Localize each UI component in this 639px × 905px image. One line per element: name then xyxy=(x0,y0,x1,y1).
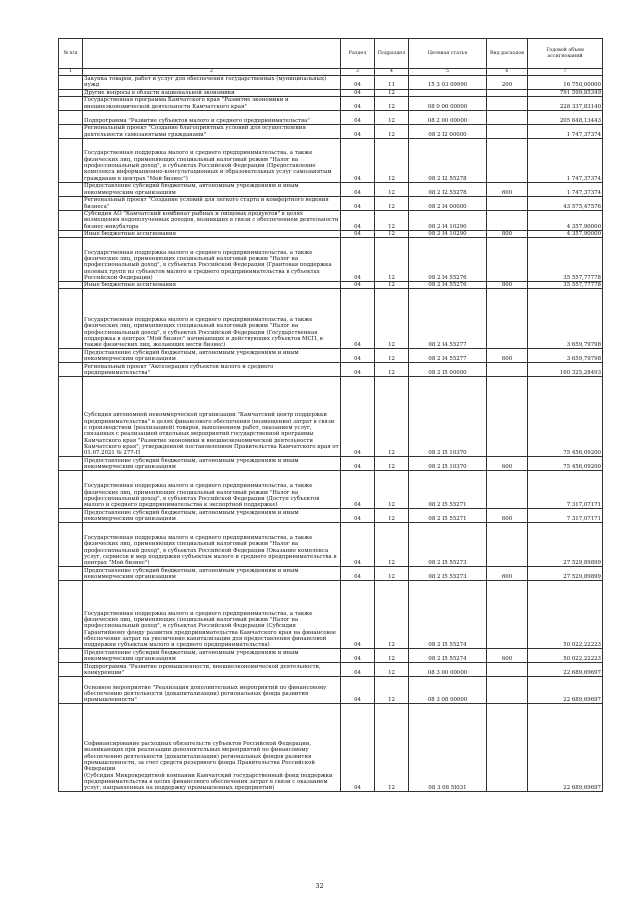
row-number-cell xyxy=(59,509,83,523)
razdel-cell: 04 xyxy=(341,138,375,182)
amount-cell: 3 659,79798 xyxy=(528,289,603,349)
header-row xyxy=(59,39,603,69)
amount-cell: 16 750,00000 xyxy=(528,75,603,89)
row-number-cell xyxy=(59,230,83,237)
podrazdel-cell: 12 xyxy=(375,182,409,196)
expense-name-cell: Предоставление субсидий бюджетным, автономным учреждениям и иным некоммерческим организациям xyxy=(83,182,341,196)
expense-type-cell xyxy=(487,238,528,282)
target-article-cell: 08 3 08 00000 xyxy=(409,677,487,704)
row-number-cell xyxy=(59,663,83,677)
table-row xyxy=(59,96,603,110)
table-row xyxy=(59,523,603,567)
row-number-cell xyxy=(59,471,83,509)
target-article-cell: 08 2 I4 10290 xyxy=(409,230,487,237)
razdel-cell: 04 xyxy=(341,124,375,138)
razdel-cell: 04 xyxy=(341,363,375,377)
row-number-cell xyxy=(59,677,83,704)
table-row xyxy=(59,457,603,471)
podrazdel-cell: 12 xyxy=(375,457,409,471)
target-article-cell: 08 2 I5 10370 xyxy=(409,377,487,457)
expense-type-cell: 600 xyxy=(487,509,528,523)
row-number-cell xyxy=(59,75,83,89)
table-row xyxy=(59,677,603,704)
expense-name-cell: Государственная программа Камчатского края "Развитие экономики и внешнеэкономической деятельности Камчатского края" xyxy=(83,96,341,110)
razdel-cell: 04 xyxy=(341,89,375,96)
amount-cell: 205 648,13443 xyxy=(528,110,603,124)
amount-cell: 7 317,07171 xyxy=(528,471,603,509)
table-row xyxy=(59,75,603,89)
row-number-cell xyxy=(59,567,83,581)
podrazdel-cell: 12 xyxy=(375,349,409,363)
podrazdel-cell: 12 xyxy=(375,96,409,110)
table-row xyxy=(59,124,603,138)
target-article-cell: 08 2 I5 55271 xyxy=(409,471,487,509)
target-article-cell: 08 2 I4 55276 xyxy=(409,282,487,289)
razdel-cell: 04 xyxy=(341,509,375,523)
expense-name-cell: Государственная поддержка малого и среднего предпринимательства, а также физических лиц, применяющих специальный налоговый режим "Налог на профессиональный доход", в субъектах Российской Федерации (Предоставление комплекса информационно-консультационных и образовательных услуг самозанятым гражданам в центрах "Мой бизнес") xyxy=(83,138,341,182)
row-number-cell xyxy=(59,523,83,567)
target-article-cell: 08 2 I5 55274 xyxy=(409,581,487,649)
target-article-cell: 08 2 I5 55273 xyxy=(409,523,487,567)
expense-type-cell xyxy=(487,196,528,210)
podrazdel-cell: 12 xyxy=(375,210,409,230)
razdel-cell: 04 xyxy=(341,649,375,663)
expense-name-cell: Государственная поддержка малого и среднего предпринимательства, а также физических лиц, применяющих специальный налоговый режим "Налог на профессиональный доход", в субъектах Российской Федерации (Государственная поддержка в центрах "Мой бизнес" начинающих и действующих субъектов МСП, в также физических лиц, желающих вести бизнес) xyxy=(83,289,341,349)
table-row xyxy=(59,210,603,230)
podrazdel-cell: 12 xyxy=(375,471,409,509)
table-row xyxy=(59,89,603,96)
amount-cell: 27 529,89899 xyxy=(528,567,603,581)
podrazdel-cell: 12 xyxy=(375,282,409,289)
expense-type-cell xyxy=(487,96,528,110)
table-row xyxy=(59,471,603,509)
expense-type-cell xyxy=(487,289,528,349)
razdel-cell: 04 xyxy=(341,457,375,471)
amount-cell: 7 317,07171 xyxy=(528,509,603,523)
expense-name-cell: Иные бюджетные ассигнования xyxy=(83,282,341,289)
expense-type-cell xyxy=(487,471,528,509)
row-number-cell xyxy=(59,363,83,377)
expense-name-cell: Закупка товаров, работ и услуг для обеспечения государственных (муниципальных) нужд xyxy=(83,75,341,89)
expense-type-cell: 800 xyxy=(487,230,528,237)
amount-cell: 4 357,90000 xyxy=(528,230,603,237)
target-article-cell: 08 2 I2 55278 xyxy=(409,182,487,196)
target-article-cell: 08 2 I5 10370 xyxy=(409,457,487,471)
podrazdel-cell: 12 xyxy=(375,377,409,457)
razdel-cell: 04 xyxy=(341,196,375,210)
podrazdel-cell: 12 xyxy=(375,663,409,677)
row-number-cell xyxy=(59,289,83,349)
amount-cell: 791 599,85349 xyxy=(528,89,603,96)
amount-cell: 50 022,22223 xyxy=(528,581,603,649)
podrazdel-cell: 12 xyxy=(375,138,409,182)
header-expense-type: Вид расходов xyxy=(487,39,528,69)
expense-name-cell: Другие вопросы в области национальной экономики xyxy=(83,89,341,96)
row-number-cell xyxy=(59,138,83,182)
expense-name-cell: Региональный проект "Создание благоприятных условий для осуществления деятельности самозанятыми гражданами" xyxy=(83,124,341,138)
expense-type-cell xyxy=(487,89,528,96)
razdel-cell: 04 xyxy=(341,677,375,704)
page-number: 32 xyxy=(315,882,324,890)
expense-type-cell: 800 xyxy=(487,282,528,289)
expense-type-cell: 600 xyxy=(487,182,528,196)
amount-cell: 75 456,09200 xyxy=(528,377,603,457)
table-row xyxy=(59,363,603,377)
header-target-article: Целевая статья xyxy=(409,39,487,69)
expense-type-cell: 600 xyxy=(487,649,528,663)
column-number: 3 xyxy=(341,69,375,76)
amount-cell: 27 529,89899 xyxy=(528,523,603,567)
podrazdel-cell: 12 xyxy=(375,581,409,649)
podrazdel-cell: 12 xyxy=(375,230,409,237)
target-article-cell: 08 2 I5 55271 xyxy=(409,509,487,523)
razdel-cell: 04 xyxy=(341,289,375,349)
amount-cell: 22 689,69697 xyxy=(528,704,603,792)
podrazdel-cell: 12 xyxy=(375,124,409,138)
expense-type-cell: 600 xyxy=(487,567,528,581)
target-article-cell: 08 2 I4 10290 xyxy=(409,210,487,230)
razdel-cell: 04 xyxy=(341,581,375,649)
amount-cell: 1 747,37374 xyxy=(528,138,603,182)
table-row xyxy=(59,663,603,677)
table-row xyxy=(59,567,603,581)
amount-cell: 50 022,22223 xyxy=(528,649,603,663)
table-row xyxy=(59,196,603,210)
expense-type-cell: 600 xyxy=(487,349,528,363)
row-number-cell xyxy=(59,704,83,792)
row-number-cell xyxy=(59,238,83,282)
podrazdel-cell: 12 xyxy=(375,89,409,96)
expense-type-cell xyxy=(487,704,528,792)
expense-type-cell xyxy=(487,124,528,138)
razdel-cell: 04 xyxy=(341,349,375,363)
podrazdel-cell: 12 xyxy=(375,677,409,704)
expense-name-cell: Государственная поддержка малого и среднего предпринимательства, а также физических лиц, применяющих специальный налоговый режим "Налог на профессиональный доход", в субъектах Российской Федерации (Доступ субъектов малого и среднего предпринимательства к экспортной поддержке) xyxy=(83,471,341,509)
podrazdel-cell: 12 xyxy=(375,289,409,349)
row-number-cell xyxy=(59,457,83,471)
row-number-cell xyxy=(59,124,83,138)
header-annual-amount: Годовой объем ассигнований xyxy=(528,39,603,69)
table-row xyxy=(59,182,603,196)
expense-name-cell: Субсидия АО "Камчатский комбинат рыбных и пищевых продуктов" в целях возмещения недополученных доходов, возникших в связи с обеспечением деятельности бизнес-инкубатора xyxy=(83,210,341,230)
row-number-cell xyxy=(59,196,83,210)
razdel-cell: 04 xyxy=(341,377,375,457)
row-number-cell xyxy=(59,96,83,110)
header-name xyxy=(83,39,341,69)
amount-cell: 1 747,37374 xyxy=(528,182,603,196)
expense-type-cell xyxy=(487,210,528,230)
target-article-cell: 08 2 I4 55277 xyxy=(409,289,487,349)
expense-name-cell: Предоставление субсидий бюджетным, автономным учреждениям и иным некоммерческим организациям xyxy=(83,567,341,581)
expense-type-cell: 600 xyxy=(487,457,528,471)
row-number-cell xyxy=(59,649,83,663)
table-row xyxy=(59,238,603,282)
amount-cell: 35 557,77778 xyxy=(528,238,603,282)
podrazdel-cell: 12 xyxy=(375,196,409,210)
row-number-cell xyxy=(59,182,83,196)
expense-name-cell: Предоставление субсидий бюджетным, автономным учреждениям и иным некоммерческим организациям xyxy=(83,457,341,471)
razdel-cell: 04 xyxy=(341,110,375,124)
amount-cell: 22 689,69697 xyxy=(528,677,603,704)
expense-type-cell xyxy=(487,663,528,677)
expense-type-cell: 200 xyxy=(487,75,528,89)
target-article-cell: 08 0 00 00000 xyxy=(409,96,487,110)
row-number-cell xyxy=(59,110,83,124)
expense-type-cell xyxy=(487,363,528,377)
expense-name-cell: Государственная поддержка малого и среднего предпринимательства, а также физических лиц, применяющих специальный налоговый режим "Налог на профессиональный доход", в субъектах Российской Федерации (Оказание комплекса услуг, сервисов и мер поддержки субъектам малого и среднего предпринимательства в центрах "Мой бизнес") xyxy=(83,523,341,567)
budget-table xyxy=(58,38,603,792)
razdel-cell: 04 xyxy=(341,567,375,581)
column-number: 1 xyxy=(59,69,83,76)
expense-name-cell: Подпрограмма "Развитие субъектов малого и среднего предпринимательства" xyxy=(83,110,341,124)
razdel-cell: 04 xyxy=(341,75,375,89)
table-row xyxy=(59,138,603,182)
column-number: 5 xyxy=(409,69,487,76)
target-article-cell xyxy=(409,89,487,96)
expense-type-cell xyxy=(487,581,528,649)
amount-cell: 3 659,79798 xyxy=(528,349,603,363)
table-row xyxy=(59,230,603,237)
expense-name-cell: Основное мероприятие "Реализация дополнительных мероприятий по финансовому обеспечению деятельности (докапитализации) региональных фонда развития промышленности" xyxy=(83,677,341,704)
expense-name-cell: Подпрограмма "Развитие промышленности, внешнеэкономической деятельности, конкуренции" xyxy=(83,663,341,677)
amount-cell: 160 325,28493 xyxy=(528,363,603,377)
amount-cell: 35 557,77778 xyxy=(528,282,603,289)
podrazdel-cell: 12 xyxy=(375,110,409,124)
podrazdel-cell: 12 xyxy=(375,523,409,567)
target-article-cell: 08 2 I2 00000 xyxy=(409,124,487,138)
target-article-cell: 08 2 I5 00000 xyxy=(409,363,487,377)
header-razdel: Раздел xyxy=(341,39,375,69)
row-number-cell xyxy=(59,581,83,649)
razdel-cell: 04 xyxy=(341,210,375,230)
expense-type-cell xyxy=(487,523,528,567)
target-article-cell: 08 2 I2 55278 xyxy=(409,138,487,182)
header-podrazdel: Подраздел xyxy=(375,39,409,69)
podrazdel-cell: 12 xyxy=(375,567,409,581)
amount-cell: 1 747,37374 xyxy=(528,124,603,138)
razdel-cell: 04 xyxy=(341,96,375,110)
row-number-cell xyxy=(59,349,83,363)
expense-name-cell: Софинансирование расходных обязательств субъектов Российской Федерации, возникающих при реализации дополнительных мероприятий по финансовому обеспечению деятельности (докапитализации) региональных фондов развития промышленности, за счет средств резервного фонда Правительства Российской Федерации (Субсидия Микрокредитной компании Камчатский государственный фонд поддержки предпринимательства в целях финансового обеспечения затрат в связи с оказанием услуг, направленных на поддержку промышленных предприятий) xyxy=(83,704,341,792)
table-row xyxy=(59,282,603,289)
podrazdel-cell: 11 xyxy=(375,75,409,89)
expense-name-cell: Государственная поддержка малого и среднего предпринимательства, а также физических лиц, применяющих специальный налоговый режим "Налог на профессиональный доход", в субъектах Российской Федерации (Грантовая поддержка целевых групп из субъектов малого и среднего предпринимательства в субъектах Российской Федерации) xyxy=(83,238,341,282)
amount-cell: 228 337,83140 xyxy=(528,96,603,110)
budget-table-sheet xyxy=(58,38,602,792)
expense-name-cell: Региональный проект "Акселерация субъектов малого и среднего предпринимательства" xyxy=(83,363,341,377)
razdel-cell: 04 xyxy=(341,471,375,509)
razdel-cell: 04 xyxy=(341,182,375,196)
expense-type-cell xyxy=(487,110,528,124)
podrazdel-cell: 12 xyxy=(375,238,409,282)
expense-type-cell xyxy=(487,677,528,704)
razdel-cell: 04 xyxy=(341,704,375,792)
target-article-cell: 08 3 08 5I031 xyxy=(409,704,487,792)
podrazdel-cell: 12 xyxy=(375,363,409,377)
razdel-cell: 04 xyxy=(341,238,375,282)
expense-type-cell xyxy=(487,377,528,457)
row-number-cell xyxy=(59,89,83,96)
table-row xyxy=(59,581,603,649)
expense-name-cell: Предоставление субсидий бюджетным, автономным учреждениям и иным некоммерческим организациям xyxy=(83,349,341,363)
target-article-cell: 08 2 I5 55273 xyxy=(409,567,487,581)
target-article-cell: 08 3 00 00000 xyxy=(409,663,487,677)
target-article-cell: 15 3 03 09990 xyxy=(409,75,487,89)
expense-type-cell xyxy=(487,138,528,182)
expense-name-cell: Предоставление субсидий бюджетным, автономным учреждениям и иным некоммерческим организациям xyxy=(83,509,341,523)
table-row xyxy=(59,377,603,457)
target-article-cell: 08 2 I4 00000 xyxy=(409,196,487,210)
razdel-cell: 04 xyxy=(341,523,375,567)
column-number-row xyxy=(59,69,603,76)
row-number-cell xyxy=(59,210,83,230)
expense-name-cell: Иные бюджетные ассигнования xyxy=(83,230,341,237)
row-number-cell xyxy=(59,377,83,457)
expense-name-cell: Государственная поддержка малого и среднего предпринимательства, а также физических лиц, применяющих специальный налоговый режим "Налог на профессиональный доход", в субъектах Российской Федерации (Субсидия Гарантийному фонду развития предпринимательства Камчатского края на финансовое обеспечение затрат на увеличение капитализации для предоставления финансовой поддержки субъектам малого и среднего предпринимательства) xyxy=(83,581,341,649)
amount-cell: 43 575,47576 xyxy=(528,196,603,210)
podrazdel-cell: 12 xyxy=(375,704,409,792)
razdel-cell: 04 xyxy=(341,230,375,237)
expense-name-cell: Предоставление субсидий бюджетным, автономным учреждениям и иным некоммерческим организациям xyxy=(83,649,341,663)
column-number: 2 xyxy=(83,69,341,76)
target-article-cell: 08 2 I4 55276 xyxy=(409,238,487,282)
razdel-cell: 04 xyxy=(341,663,375,677)
podrazdel-cell: 12 xyxy=(375,649,409,663)
podrazdel-cell: 12 xyxy=(375,509,409,523)
table-row xyxy=(59,704,603,792)
header-number: № п/п xyxy=(59,39,83,69)
column-number: 6 xyxy=(487,69,528,76)
razdel-cell: 04 xyxy=(341,282,375,289)
table-row xyxy=(59,110,603,124)
column-number: 4 xyxy=(375,69,409,76)
target-article-cell: 08 2 I4 55277 xyxy=(409,349,487,363)
table-row xyxy=(59,289,603,349)
target-article-cell: 08 2 00 00000 xyxy=(409,110,487,124)
amount-cell: 75 456,09200 xyxy=(528,457,603,471)
table-row xyxy=(59,649,603,663)
table-row xyxy=(59,509,603,523)
expense-name-cell: Субсидия автономной некоммерческой организации "Камчатский центр поддержки предпринимательства" в целях финансового обеспечения (возмещения) затрат в связи с производством (реализацией) товаров, выполнением работ, оказанием услуг, связанных с реализацией отдельных мероприятий государственной программы Камчатского края "Развитие экономики и внешнеэкономической деятельности Камчатского края", утвержденной постановлением Правительства Камчатского края от 01.07.2021 № 277-П xyxy=(83,377,341,457)
target-article-cell: 08 2 I5 55274 xyxy=(409,649,487,663)
table-row xyxy=(59,349,603,363)
amount-cell: 22 689,69697 xyxy=(528,663,603,677)
row-number-cell xyxy=(59,282,83,289)
amount-cell: 4 357,90000 xyxy=(528,210,603,230)
column-number: 7 xyxy=(528,69,603,76)
expense-name-cell: Региональный проект "Создание условий для легкого старта и комфортного ведения бизнеса" xyxy=(83,196,341,210)
